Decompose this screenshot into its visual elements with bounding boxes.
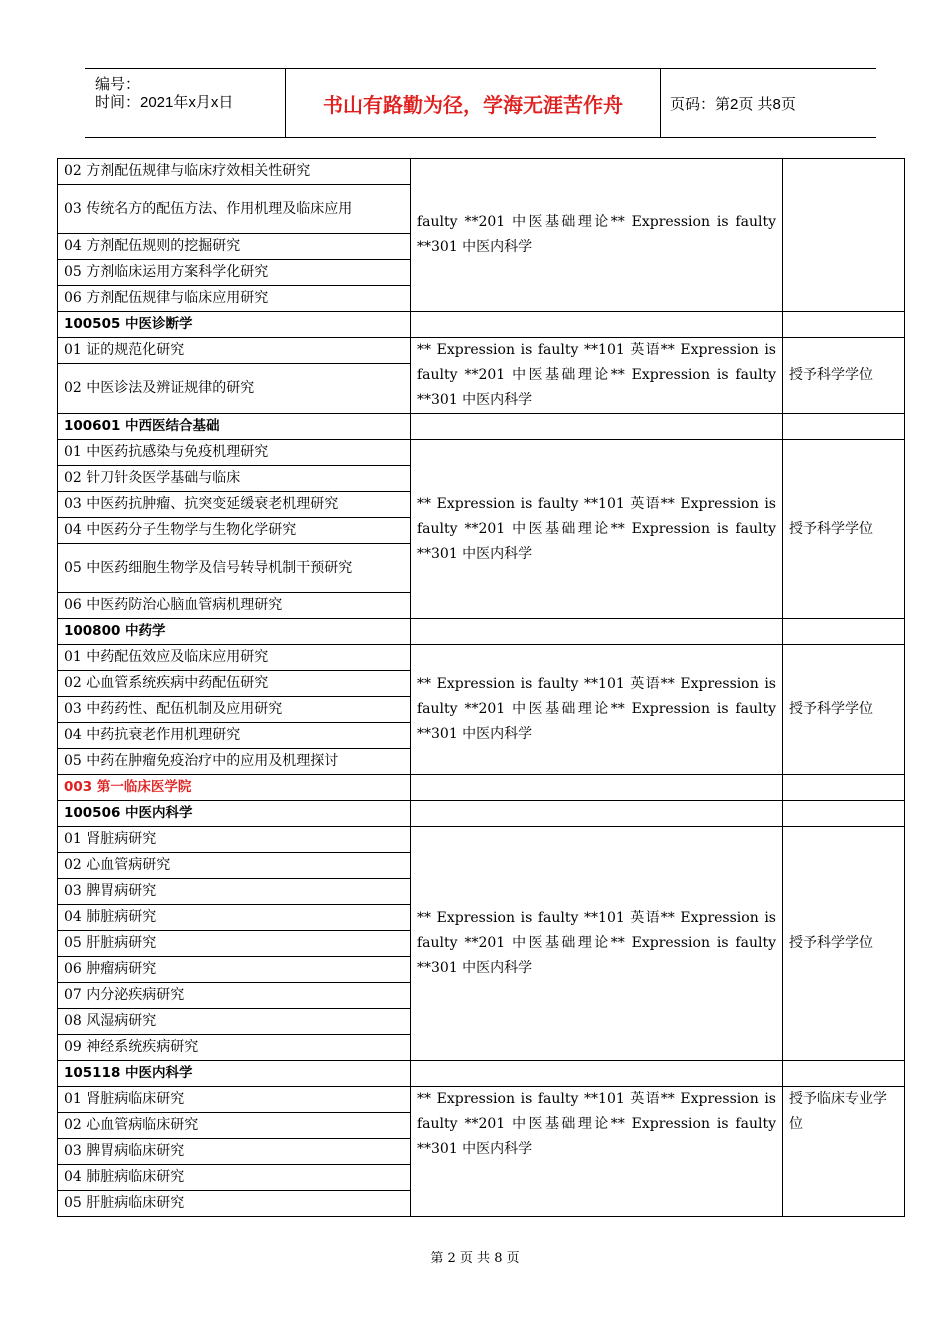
research-direction: 04 中医药分子生物学与生物化学研究 [58, 518, 411, 544]
empty-cell [783, 1061, 905, 1087]
table-row [58, 338, 905, 364]
empty-cell [411, 801, 783, 827]
research-direction: 06 方剂配伍规律与临床应用研究 [58, 286, 411, 312]
degree-type [783, 159, 905, 312]
research-direction: 05 中药在肿瘤免疫治疗中的应用及机理探讨 [58, 749, 411, 775]
exam-subjects: faulty **201 中医基础理论** Expression is faulty **301 中医内科学 [411, 159, 783, 312]
section-row [58, 619, 905, 645]
research-direction: 01 中药配伍效应及临床应用研究 [58, 645, 411, 671]
research-direction: 03 脾胃病研究 [58, 879, 411, 905]
section-title: 100800 中药学 [58, 619, 411, 645]
exam-subjects: ** Expression is faulty **101 英语** Expression is faulty **201 中医基础理论** Expression is faulty **301 中医内科学 [411, 338, 783, 414]
research-direction: 04 肺脏病临床研究 [58, 1165, 411, 1191]
research-direction: 05 方剂临床运用方案科学化研究 [58, 260, 411, 286]
section-title: 100601 中西医结合基础 [58, 414, 411, 440]
exam-subjects: ** Expression is faulty **101 英语** Expression is faulty **201 中医基础理论** Expression is faulty **301 中医内科学 [411, 1087, 783, 1217]
number-label: 编号： [95, 76, 141, 93]
section-title: 105118 中医内科学 [58, 1061, 411, 1087]
research-direction: 02 针刀针灸医学基础与临床 [58, 466, 411, 492]
table-row [58, 827, 905, 853]
research-direction: 03 中医药抗肿瘤、抗突变延缓衰老机理研究 [58, 492, 411, 518]
table-row [58, 645, 905, 671]
research-direction: 01 中医药抗感染与免疫机理研究 [58, 440, 411, 466]
empty-cell [411, 414, 783, 440]
empty-cell [411, 1061, 783, 1087]
section-row [58, 312, 905, 338]
research-direction: 04 中药抗衰老作用机理研究 [58, 723, 411, 749]
research-direction: 04 方剂配伍规则的挖掘研究 [58, 234, 411, 260]
research-direction: 01 肾脏病研究 [58, 827, 411, 853]
empty-cell [411, 619, 783, 645]
research-direction: 02 中医诊法及辨证规律的研究 [58, 364, 411, 414]
research-direction: 03 中药药性、配伍机制及应用研究 [58, 697, 411, 723]
section-row [58, 801, 905, 827]
section-title: 100505 中医诊断学 [58, 312, 411, 338]
section-row [58, 414, 905, 440]
research-direction: 06 肿瘤病研究 [58, 957, 411, 983]
research-direction: 03 脾胃病临床研究 [58, 1139, 411, 1165]
research-direction: 02 心血管病临床研究 [58, 1113, 411, 1139]
degree-type: 授予科学学位 [783, 440, 905, 619]
research-direction: 05 中医药细胞生物学及信号转导机制干预研究 [58, 544, 411, 593]
research-direction: 07 内分泌疾病研究 [58, 983, 411, 1009]
table-row [58, 159, 905, 185]
degree-type: 授予科学学位 [783, 338, 905, 414]
page-footer: 第 2 页 共 8 页 [430, 1251, 520, 1266]
header-motto: 书山有路勤为径，学海无涯苦作舟 [286, 69, 661, 137]
header-meta [85, 69, 286, 137]
research-direction: 04 肺脏病研究 [58, 905, 411, 931]
empty-cell [411, 312, 783, 338]
research-direction: 03 传统名方的配伍方法、作用机理及临床应用 [58, 185, 411, 234]
research-direction: 01 肾脏病临床研究 [58, 1087, 411, 1113]
table-row [58, 1087, 905, 1113]
section-row [58, 1061, 905, 1087]
empty-cell [783, 312, 905, 338]
degree-type: 授予科学学位 [783, 645, 905, 775]
exam-subjects: ** Expression is faulty **101 英语** Expression is faulty **201 中医基础理论** Expression is faulty **301 中医内科学 [411, 440, 783, 619]
exam-subjects: ** Expression is faulty **101 英语** Expression is faulty **201 中医基础理论** Expression is faulty **301 中医内科学 [411, 827, 783, 1061]
exam-subjects: ** Expression is faulty **101 英语** Expression is faulty **201 中医基础理论** Expression is faulty **301 中医内科学 [411, 645, 783, 775]
header-page-info: 页码：第2页 共8页 [670, 95, 796, 113]
research-direction: 02 心血管系统疾病中药配伍研究 [58, 671, 411, 697]
research-direction: 02 方剂配伍规律与临床疗效相关性研究 [58, 159, 411, 185]
degree-type: 授予科学学位 [783, 827, 905, 1061]
research-direction: 02 心血管病研究 [58, 853, 411, 879]
research-direction: 05 肝脏病研究 [58, 931, 411, 957]
research-direction: 09 神经系统疾病研究 [58, 1035, 411, 1061]
section-row [58, 775, 905, 801]
research-direction: 05 肝脏病临床研究 [58, 1191, 411, 1217]
empty-cell [411, 775, 783, 801]
empty-cell [783, 414, 905, 440]
section-title: 003 第一临床医学院 [58, 775, 411, 801]
time-label: 时间：2021年x月x日 [95, 94, 234, 111]
empty-cell [783, 801, 905, 827]
degree-type: 授予临床专业学位 [783, 1087, 905, 1217]
research-direction: 06 中医药防治心脑血管病机理研究 [58, 593, 411, 619]
research-direction: 01 证的规范化研究 [58, 338, 411, 364]
page-header [85, 68, 876, 138]
table-row [58, 440, 905, 466]
research-direction: 08 风湿病研究 [58, 1009, 411, 1035]
empty-cell [783, 775, 905, 801]
program-table [57, 158, 905, 1217]
section-title: 100506 中医内科学 [58, 801, 411, 827]
empty-cell [783, 619, 905, 645]
